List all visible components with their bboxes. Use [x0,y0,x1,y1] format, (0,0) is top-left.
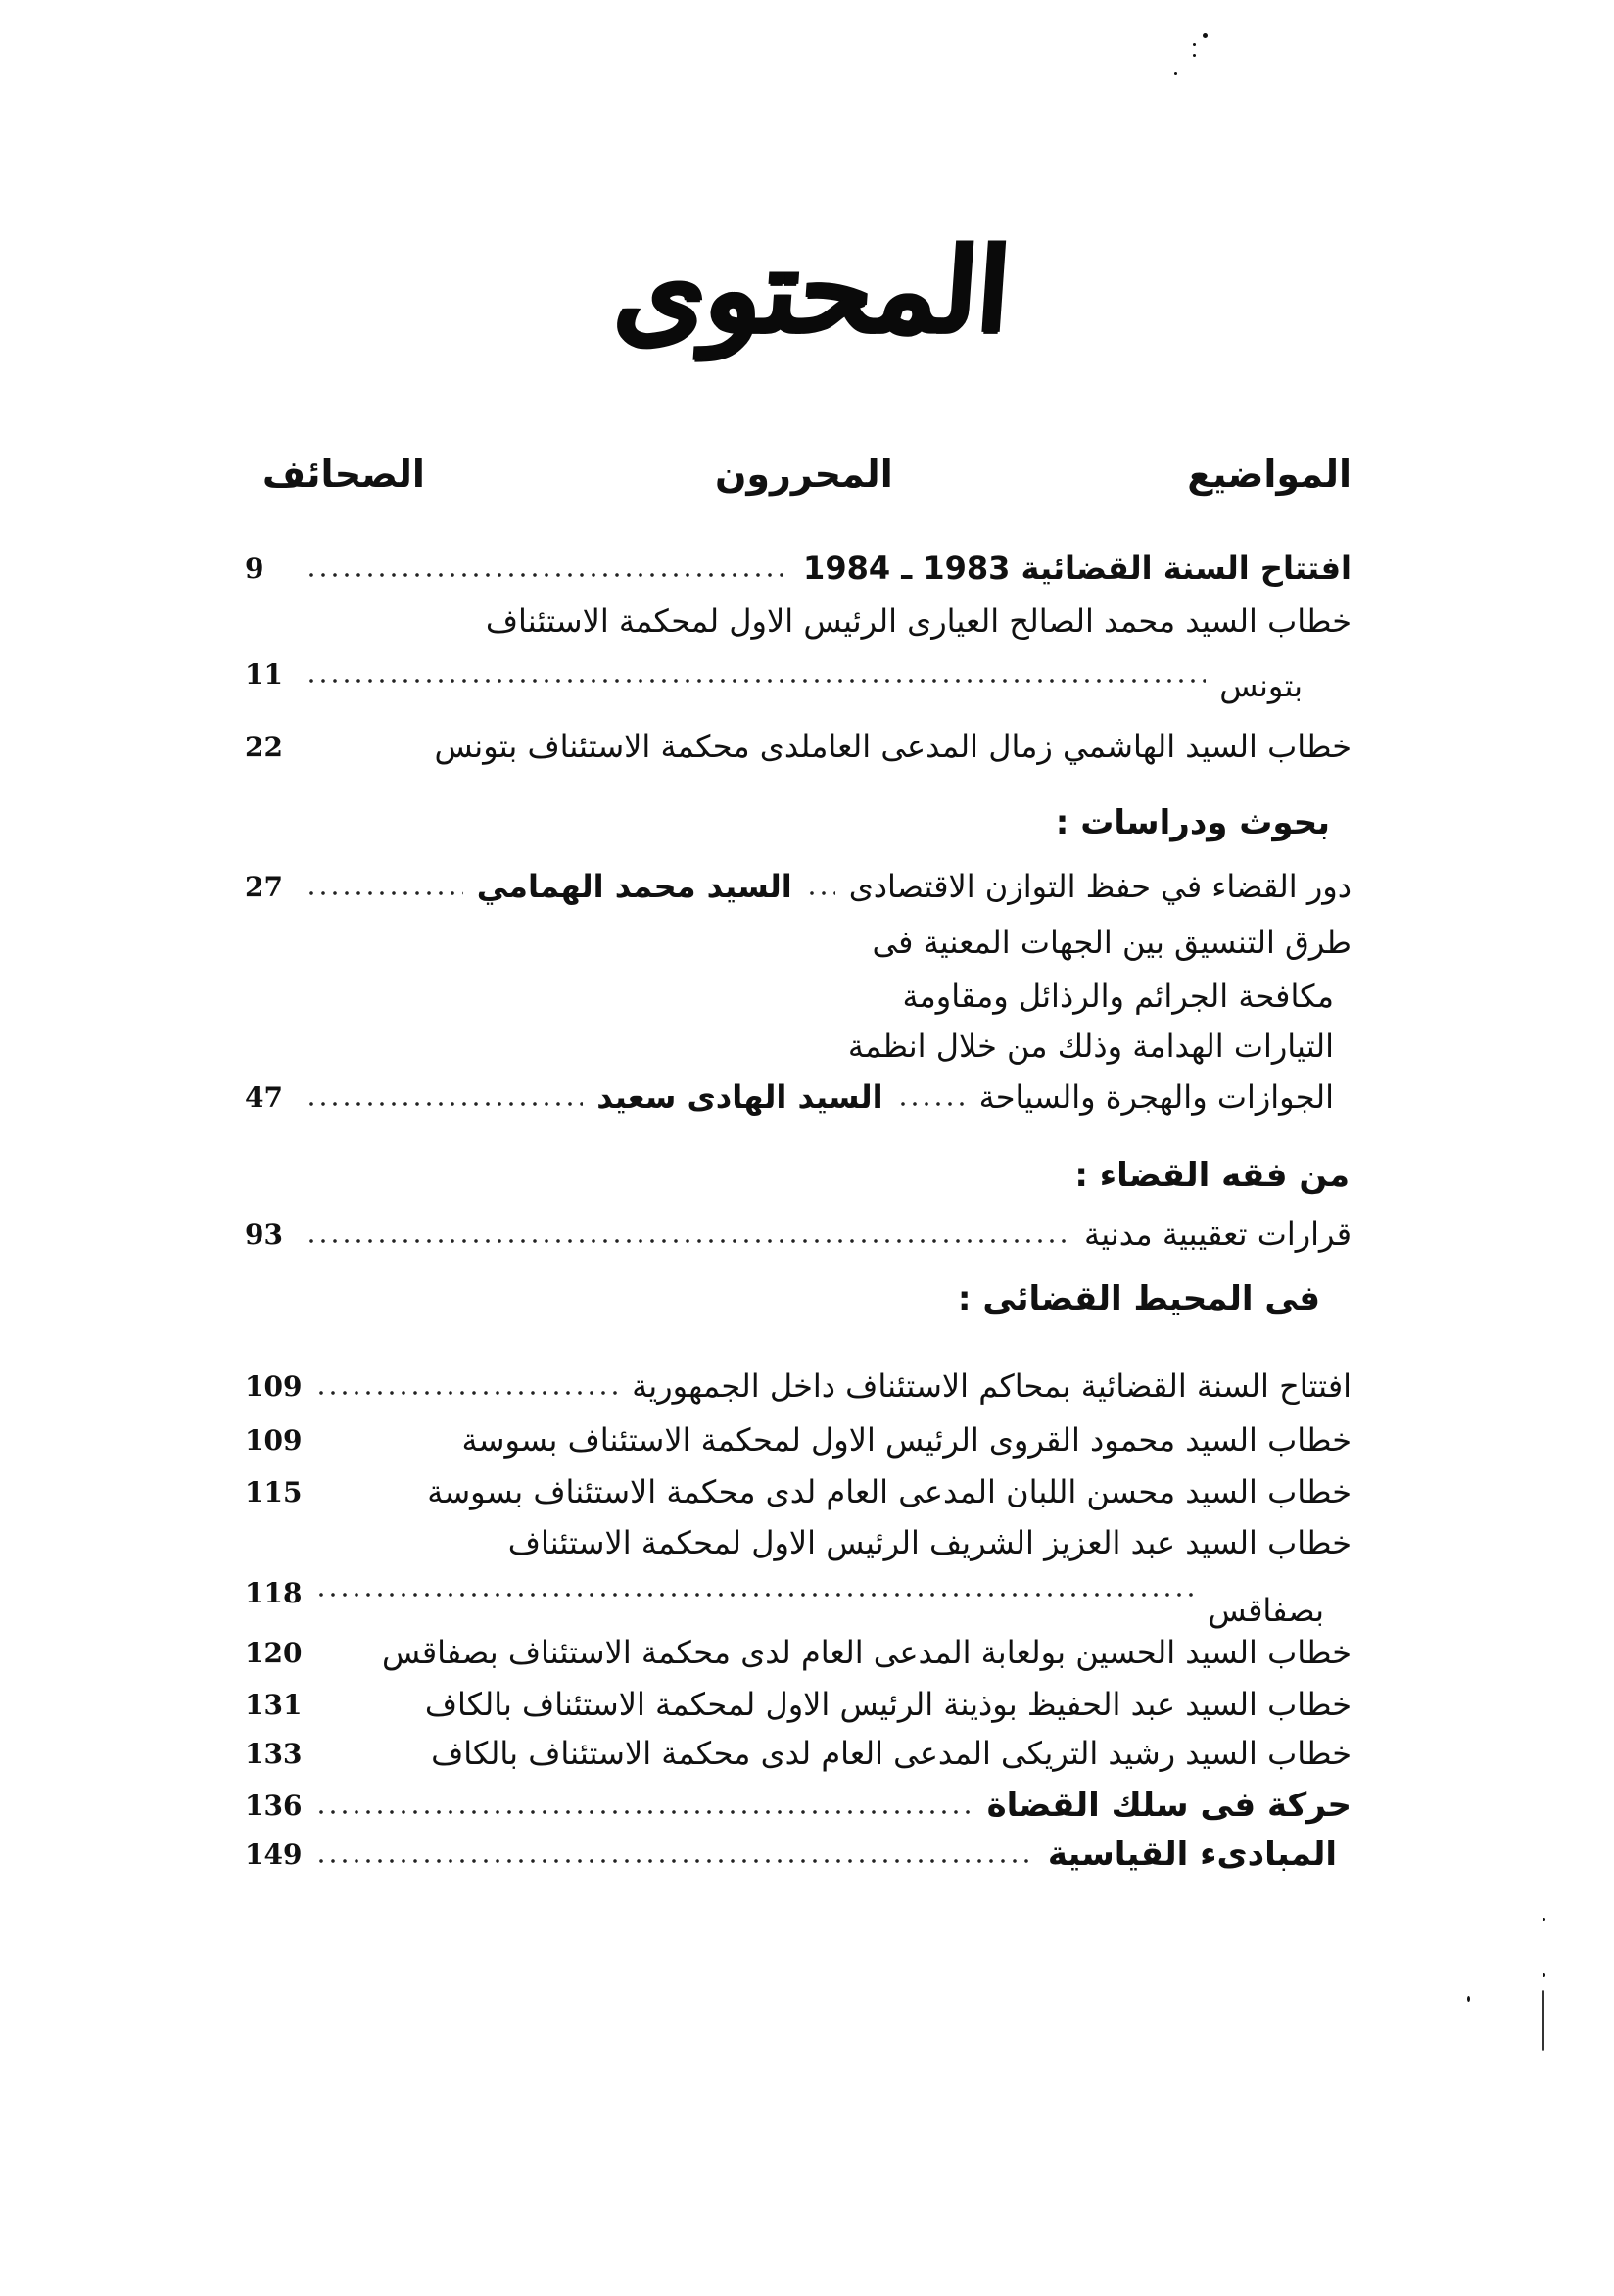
entry-title: خطاب السيد عبد العزيز الشريف الرئيس الاول لمحكمة الاستئناف [507,1524,1352,1561]
dot-leader [306,1237,1070,1245]
toc-entry[interactable] [245,1019,1352,1074]
entry-title: المبادىء القياسية [1047,1835,1337,1874]
page-number: 120 [245,1636,303,1669]
dot-leader [306,1100,583,1108]
dot-leader [806,889,835,897]
page-title: المحتوى [611,220,1015,358]
toc-entry[interactable] [245,915,1352,970]
toc-entry[interactable] [245,1070,1352,1124]
toc-entry[interactable] [245,969,1352,1024]
page-number: 109 [245,1369,303,1403]
entry-author: السيد محمد الهمامي [476,868,792,905]
entry-title: خطاب السيد محمود القروى الرئيس الاول لمحكمة الاستئناف بسوسة [461,1421,1352,1459]
scan-speck [1203,33,1208,38]
column-header-topics: المواضيع [1187,453,1352,496]
scan-speck [1543,1973,1545,1977]
toc-entry[interactable] [245,658,1352,713]
page-number: 136 [245,1789,303,1822]
dot-leader [306,571,789,579]
section-heading-research: بحوث ودراسات : [1055,803,1330,842]
entry-title: افتتاح السنة القضائية 1983 ـ 1984 [803,550,1352,587]
entry-title: خطاب السيد الهاشمي زمال المدعى العاملدى محكمة الاستئناف بتونس [434,728,1352,765]
page-number: 27 [245,870,283,903]
entry-title: الجوازات والهجرة والسياحة [978,1078,1334,1116]
entry-title: خطاب السيد عبد الحفيظ بوذينة الرئيس الاول لمحكمة الاستئناف بالكاف [424,1686,1352,1723]
toc-entry[interactable] [245,719,1352,774]
entry-title: طرق التنسيق بين الجهات المعنية فى [872,924,1352,961]
entry-title: دور القضاء في حفظ التوازن الاقتصادى [848,868,1352,905]
toc-entry[interactable] [245,1464,1352,1519]
toc-entry[interactable] [245,1412,1352,1467]
entry-title: افتتاح السنة القضائية بمحاكم الاستئناف داخل الجمهورية [632,1367,1352,1405]
page-number: 93 [245,1218,283,1251]
page-number: 109 [245,1423,303,1457]
toc-entry[interactable] [245,1207,1352,1262]
scan-speck [1467,1996,1470,2002]
page-number: 149 [245,1838,303,1871]
scan-speck [1174,72,1177,75]
page-number: 118 [245,1576,303,1609]
entry-title: مكافحة الجرائم والرذائل ومقاومة [902,978,1334,1015]
toc-entry[interactable] [245,1359,1352,1413]
toc-entry[interactable] [245,1677,1352,1732]
toc-entry[interactable] [245,1572,1352,1627]
page-number: 131 [245,1688,303,1721]
toc-entry[interactable] [245,1778,1352,1833]
dot-leader [306,677,1206,685]
column-header-authors: المحررون [715,453,893,496]
page-number: 11 [245,657,283,691]
toc-entry[interactable] [245,1625,1352,1680]
entry-author: السيد الهادى سعيد [596,1078,883,1116]
entry-title: التيارات الهدامة وذلك من خلال انظمة [847,1028,1334,1065]
dot-leader [315,1857,1033,1865]
entry-title: خطاب السيد محمد الصالح العيارى الرئيس الاول لمحكمة الاستئناف [485,602,1352,640]
scan-speck [1542,1990,1544,2051]
entry-title: خطاب السيد الحسين بولعابة المدعى العام لدى محكمة الاستئناف بصفاقس [382,1634,1352,1671]
dot-leader [306,889,463,897]
entry-title: حركة فى سلك القضاة [986,1786,1352,1825]
toc-entry[interactable] [245,1726,1352,1781]
entry-title: خطاب السيد محسن اللبان المدعى العام لدى محكمة الاستئناف بسوسة [427,1473,1352,1510]
page-number: 133 [245,1737,303,1770]
entry-title: خطاب السيد رشيد التريكى المدعى العام لدى محكمة الاستئناف بالكاف [431,1735,1352,1772]
page-number: 47 [245,1080,283,1114]
entry-title: بتونس [1219,667,1303,704]
section-heading-jurisprudence: من فقه القضاء : [1074,1156,1350,1195]
page-number: 115 [245,1475,303,1508]
toc-entry[interactable] [245,1515,1352,1570]
entry-title: قرارات تعقيبية مدنية [1084,1216,1352,1253]
section-heading-judicial-environment: فى المحيط القضائى : [957,1279,1320,1318]
entry-title: بصفاقس [1208,1592,1324,1629]
toc-entry[interactable] [245,594,1352,648]
page-number: 9 [245,551,264,585]
toc-entry[interactable] [245,1827,1337,1882]
scan-speck [1193,54,1196,57]
column-header-pages: الصحائف [262,453,425,496]
toc-entry[interactable] [245,541,1352,596]
dot-leader [315,1389,618,1397]
page-number: 22 [245,730,283,763]
dot-leader [897,1100,966,1108]
scan-speck [1193,43,1196,46]
dot-leader [315,1591,1194,1599]
scan-speck [1543,1918,1545,1921]
toc-entry[interactable] [245,859,1352,914]
dot-leader [315,1808,973,1816]
